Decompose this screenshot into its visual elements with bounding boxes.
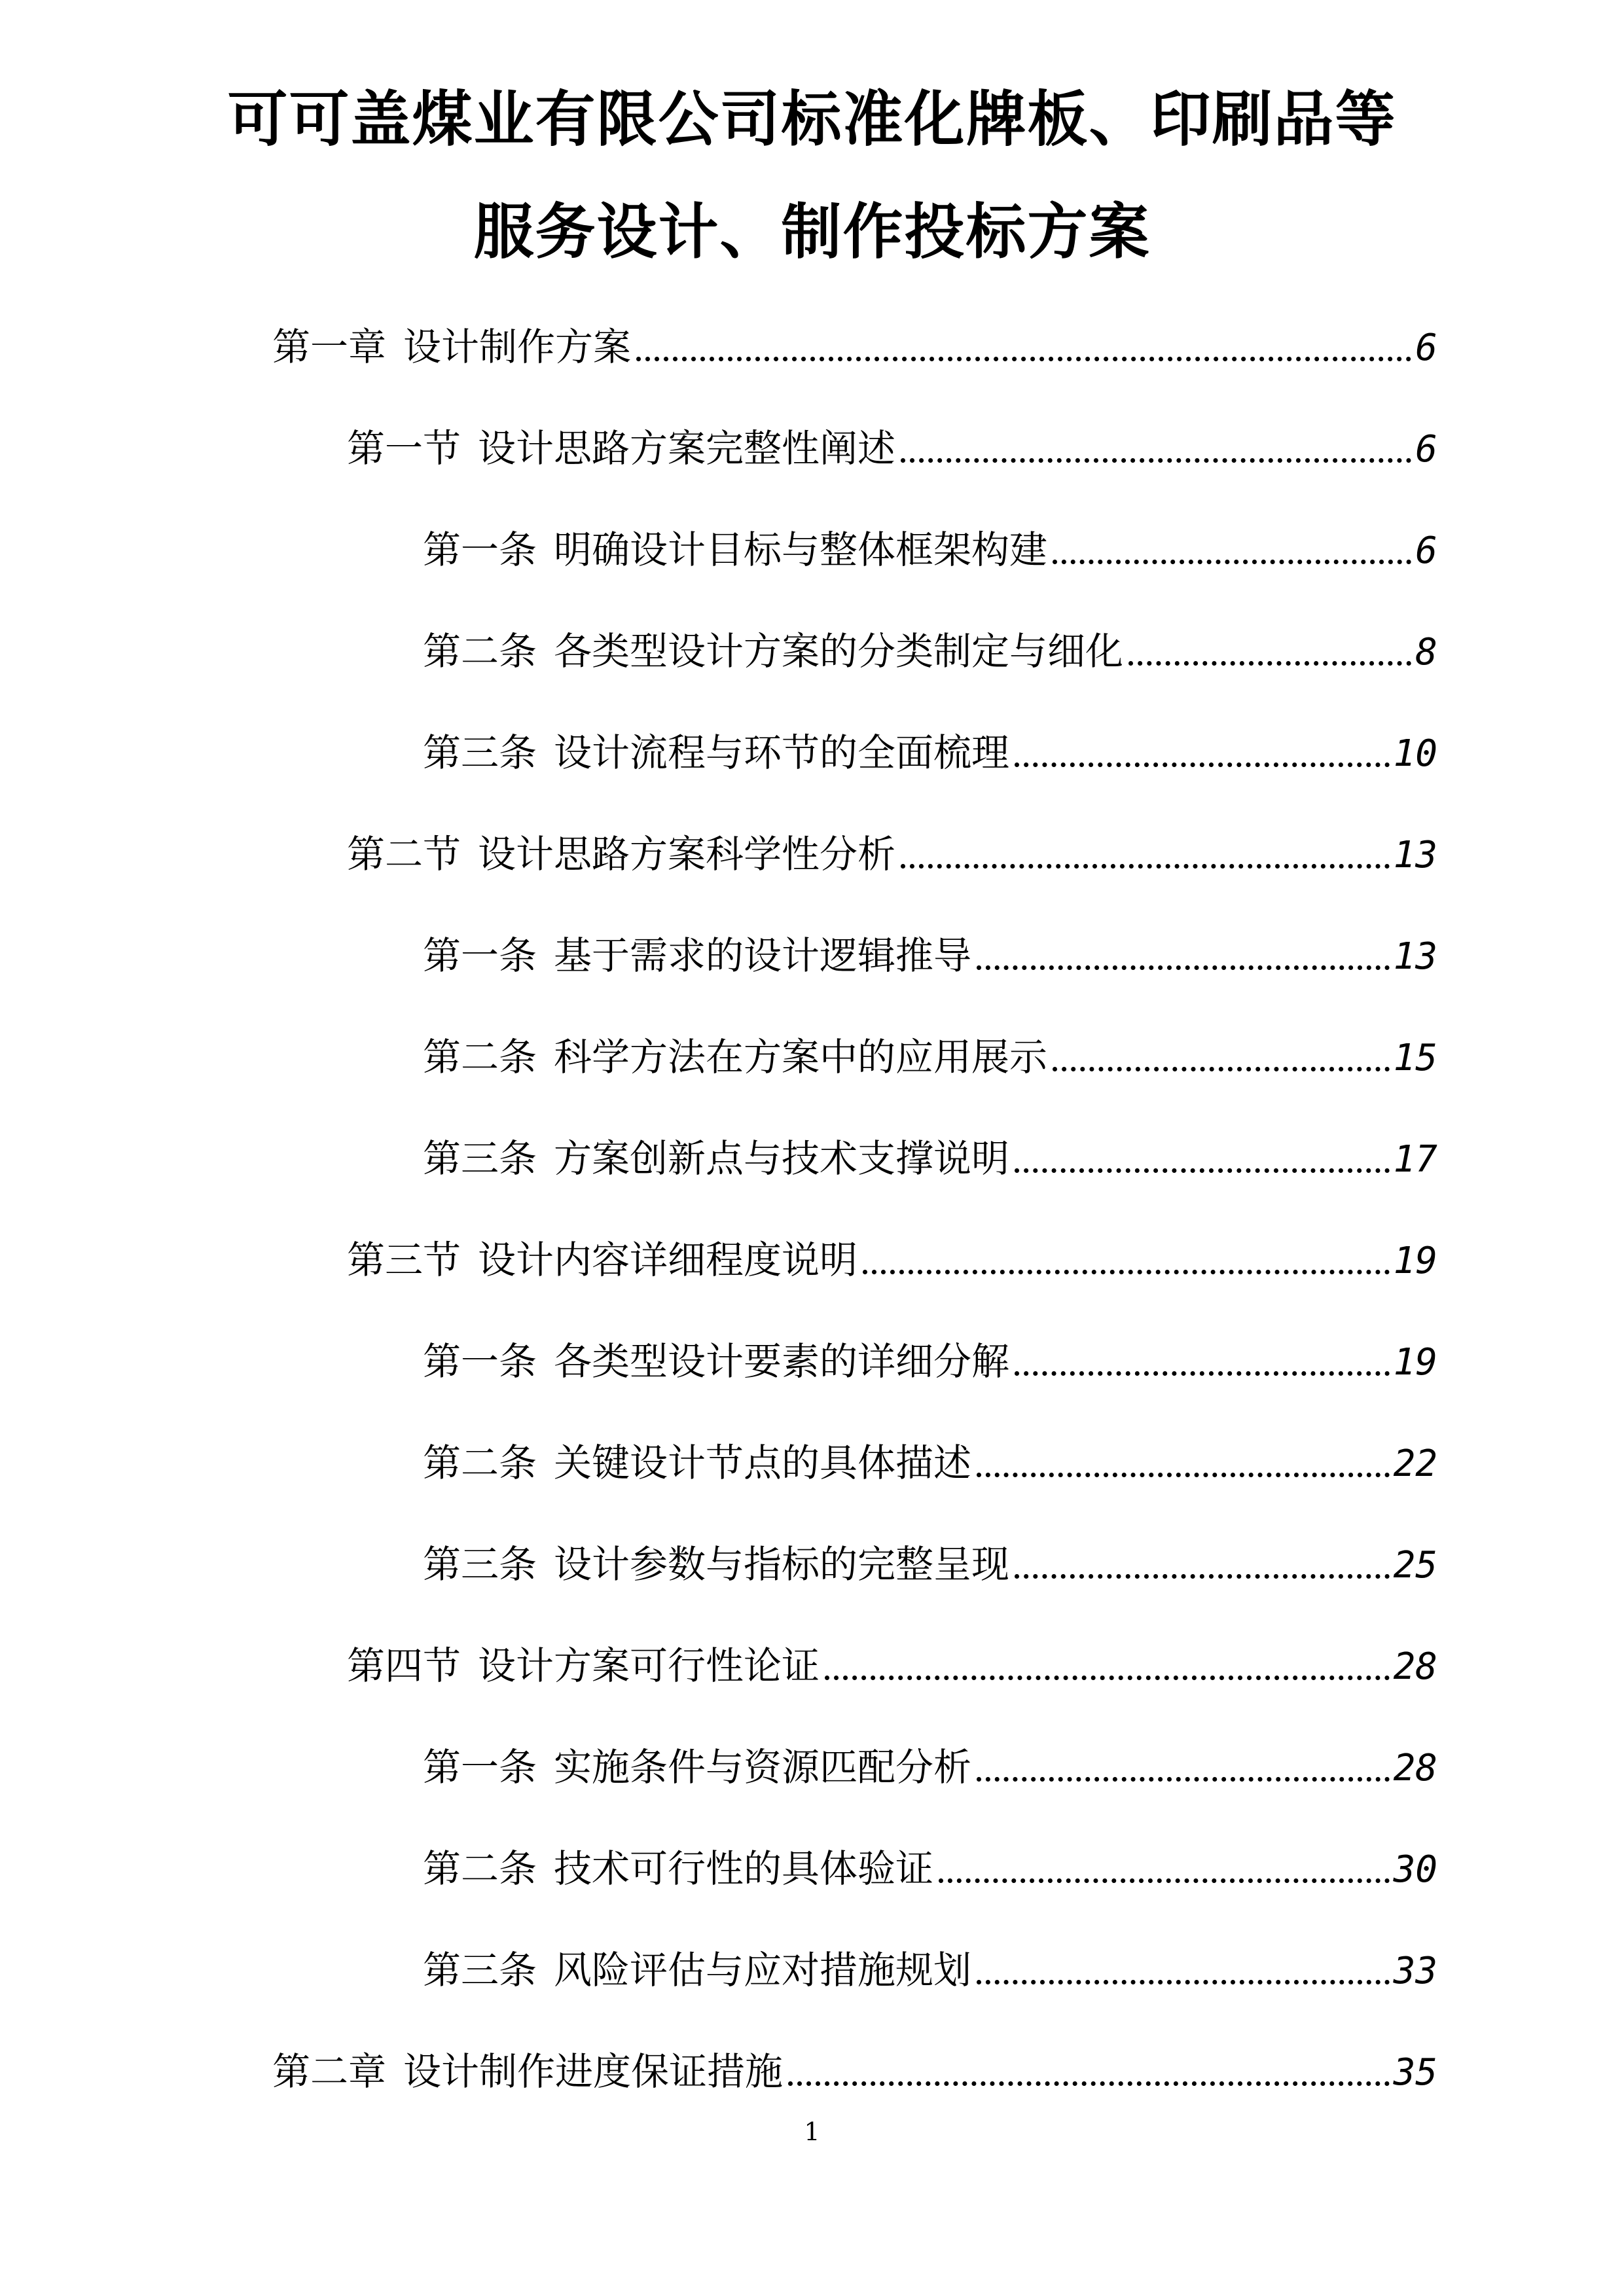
toc-number: 第二章 — [272, 2049, 387, 2094]
toc-entry-article-1-3-2[interactable] — [423, 1437, 1437, 1489]
toc-entry-article-1-2-2[interactable] — [423, 1031, 1437, 1083]
toc-number: 第二条 — [423, 629, 537, 673]
toc-page-number: 10 — [1393, 732, 1437, 775]
toc-page-number: 22 — [1393, 1443, 1437, 1485]
toc-page-number: 28 — [1393, 1645, 1437, 1688]
toc-leader-dots — [977, 965, 1390, 970]
toc-label — [423, 625, 1123, 677]
toc-leader-dots — [977, 1980, 1390, 1984]
toc-leader-dots — [1015, 1371, 1390, 1376]
toc-leader-dots — [1015, 762, 1390, 767]
toc-label — [347, 422, 895, 475]
toc-label — [423, 1944, 971, 1996]
toc-page-number: 13 — [1393, 834, 1437, 876]
toc-text: 基于需求的设计逻辑推导 — [554, 933, 972, 978]
toc-entry-article-1-3-3[interactable] — [423, 1538, 1437, 1590]
toc-leader-dots — [977, 1777, 1390, 1782]
toc-label — [423, 1741, 971, 1793]
toc-number: 第一条 — [423, 1745, 537, 1789]
toc-number: 第二条 — [423, 1441, 537, 1485]
toc-label — [347, 1640, 820, 1692]
toc-number: 第三条 — [423, 1136, 537, 1181]
toc-label — [423, 1842, 933, 1895]
toc-leader-dots — [901, 458, 1411, 463]
toc-text: 设计流程与环节的全面梳理 — [554, 730, 1010, 775]
toc-label — [423, 726, 1009, 779]
toc-text: 各类型设计要素的详细分解 — [554, 1339, 1010, 1384]
toc-entry-article-1-2-3[interactable] — [423, 1132, 1437, 1185]
toc-label — [423, 1031, 1047, 1083]
toc-text: 方案创新点与技术支撑说明 — [554, 1136, 1010, 1181]
toc-label — [272, 321, 631, 373]
toc-text: 技术可行性的具体验证 — [554, 1846, 934, 1891]
toc-number: 第一章 — [272, 325, 387, 369]
toc-page-number: 13 — [1393, 935, 1437, 978]
toc-label — [423, 1335, 1009, 1388]
toc-number: 第一条 — [423, 933, 537, 978]
toc-number: 第一条 — [423, 1339, 537, 1384]
toc-label — [272, 2045, 783, 2098]
toc-label — [423, 1437, 971, 1489]
toc-entry-article-1-4-3[interactable] — [423, 1944, 1437, 1996]
toc-text: 设计内容详细程度说明 — [478, 1238, 858, 1282]
toc-entry-section-1-4[interactable] — [347, 1640, 1437, 1692]
toc-page-number: 6 — [1415, 327, 1437, 369]
toc-page-number: 35 — [1393, 2051, 1437, 2094]
toc-leader-dots — [901, 864, 1390, 869]
toc-number: 第一条 — [423, 528, 537, 572]
toc-text: 实施条件与资源匹配分析 — [554, 1745, 972, 1789]
toc-label — [423, 1132, 1009, 1185]
toc-entry-article-1-1-2[interactable] — [423, 625, 1437, 677]
toc-entry-article-1-4-1[interactable] — [423, 1741, 1437, 1793]
toc-entry-chapter-1[interactable] — [272, 321, 1437, 373]
toc-leader-dots — [1128, 661, 1411, 666]
toc-text: 各类型设计方案的分类制定与细化 — [554, 629, 1124, 673]
toc-page-number: 15 — [1393, 1037, 1437, 1079]
toc-number: 第三条 — [423, 1948, 537, 1992]
toc-entry-article-1-1-1[interactable] — [423, 524, 1437, 576]
toc-number: 第三条 — [423, 730, 537, 775]
toc-entry-article-1-4-2[interactable] — [423, 1842, 1437, 1895]
toc-page-number: 6 — [1415, 529, 1437, 572]
toc-page-number: 30 — [1393, 1848, 1437, 1891]
footer-page-number: 1 — [804, 2117, 820, 2146]
toc-entry-article-1-2-1[interactable] — [423, 929, 1437, 982]
toc-number: 第一节 — [347, 426, 461, 471]
toc-page-number: 17 — [1393, 1138, 1437, 1181]
toc-text: 明确设计目标与整体框架构建 — [554, 528, 1048, 572]
toc-number: 第二条 — [423, 1846, 537, 1891]
toc-leader-dots — [1053, 560, 1411, 564]
document-title-line-2: 服务设计、制作投标方案 — [473, 197, 1151, 267]
toc-label — [423, 524, 1047, 576]
toc-page-number: 19 — [1393, 1240, 1437, 1282]
toc-text: 科学方法在方案中的应用展示 — [554, 1035, 1048, 1079]
toc-leader-dots — [636, 357, 1411, 361]
toc-text: 关键设计节点的具体描述 — [554, 1441, 972, 1485]
toc-leader-dots — [825, 1676, 1390, 1680]
toc-text: 设计思路方案完整性阐述 — [478, 426, 896, 471]
toc-number: 第三节 — [347, 1238, 461, 1282]
toc-page-number: 19 — [1393, 1341, 1437, 1384]
toc-entry-chapter-2[interactable] — [272, 2045, 1437, 2098]
toc-entry-article-1-1-3[interactable] — [423, 726, 1437, 779]
toc-number: 第二节 — [347, 832, 461, 876]
toc-page-number: 8 — [1415, 631, 1437, 673]
toc-number: 第三条 — [423, 1542, 537, 1587]
toc-label — [423, 1538, 1009, 1590]
toc-text: 设计方案可行性论证 — [478, 1643, 820, 1688]
toc-entry-section-1-2[interactable] — [347, 828, 1437, 880]
toc-entry-section-1-3[interactable] — [347, 1234, 1437, 1286]
toc-leader-dots — [1015, 1168, 1390, 1173]
toc-page-number: 25 — [1393, 1544, 1437, 1587]
toc-text: 设计参数与指标的完整呈现 — [554, 1542, 1010, 1587]
toc-page-number: 28 — [1393, 1747, 1437, 1789]
toc-leader-dots — [863, 1270, 1390, 1274]
toc-leader-dots — [939, 1878, 1390, 1883]
toc-page-number: 6 — [1415, 428, 1437, 471]
toc-label — [423, 929, 971, 982]
toc-label — [347, 1234, 857, 1286]
document-title-line-1: 可可盖煤业有限公司标准化牌板、印刷品等 — [227, 84, 1397, 154]
toc-text: 设计思路方案科学性分析 — [478, 832, 896, 876]
toc-leader-dots — [1015, 1574, 1390, 1579]
toc-label — [347, 828, 895, 880]
toc-text: 设计制作进度保证措施 — [403, 2049, 784, 2094]
toc-leader-dots — [1053, 1067, 1390, 1071]
toc-page-number: 33 — [1393, 1950, 1437, 1992]
toc-text: 风险评估与应对措施规划 — [554, 1948, 972, 1992]
toc-number: 第二条 — [423, 1035, 537, 1079]
toc-entry-section-1-1[interactable] — [347, 422, 1437, 475]
toc-leader-dots — [788, 2081, 1390, 2086]
toc-entry-article-1-3-1[interactable] — [423, 1335, 1437, 1388]
toc-text: 设计制作方案 — [403, 325, 632, 369]
toc-number: 第四节 — [347, 1643, 461, 1688]
toc-leader-dots — [977, 1473, 1390, 1477]
